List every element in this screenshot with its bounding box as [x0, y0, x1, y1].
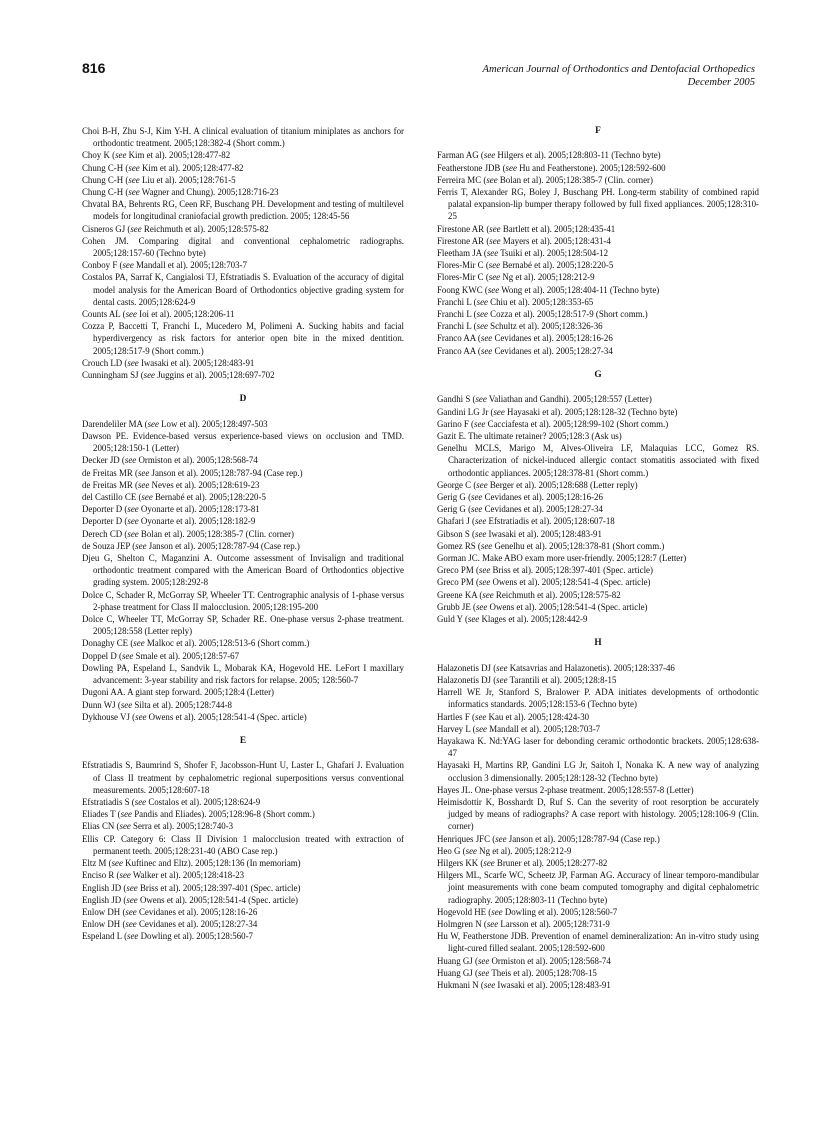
index-entry: Gandini LG Jr (see Hayasaki et al). 2005;128:128-32 (Techno byte) — [437, 406, 678, 417]
index-entry: Gandhi S (see Valiathan and Gandhi). 2005;128:557 (Letter) — [437, 394, 652, 405]
journal-title: American Journal of Orthodontics and Dentofacial Orthopedics — [482, 64, 755, 75]
index-entry: Greco PM (see Owens et al). 2005;128:541-4 (Spec. article) — [437, 577, 651, 588]
index-entry: Dykhouse VJ (see Owens et al). 2005;128:541-4 (Spec. article) — [82, 711, 307, 722]
index-entry: Franchi L (see Cozza et al). 2005;128:517-9 (Short comm.) — [437, 309, 648, 320]
index-entry: Hayasaki H, Martins RP, Gandini LG Jr, Saitoh I, Nonaka K. A new way of analyzing occlusion 3 dimensionally. 2005;128:128-32 (Techno byte) — [437, 760, 759, 783]
index-entry: George C (see Berger et al). 2005;128:688 (Letter reply) — [437, 479, 638, 490]
index-entry: Conboy F (see Mandall et al). 2005;128:703-7 — [82, 260, 247, 271]
spacer — [82, 723, 404, 735]
index-entry: Crouch LD (see Iwasaki et al). 2005;128:483-91 — [82, 357, 255, 368]
section-letter-heading: H — [594, 638, 602, 649]
index-entry: Cisneros GJ (see Reichmuth et al). 2005;128:575-82 — [82, 223, 269, 234]
index-entry: de Freitas MR (see Neves et al). 2005;128:619-23 — [82, 479, 260, 490]
spacer — [437, 625, 759, 637]
section-letter-heading: G — [594, 370, 602, 381]
index-entry: Harvey L (see Mandall et al). 2005;128:703-7 — [437, 723, 601, 734]
index-entry: Henriques JFC (see Janson et al). 2005;128:787-94 (Case rep.) — [437, 833, 660, 844]
index-entry: Genelhu MCLS, Marigo M, Alves-Oliveira LF, Malaquias LCC, Gomez RS. Characterization of nickel-induced allergic contact stomatitis associated with fixed orthodontic appliances. 2005;128:378-81 (Short comm.) — [437, 443, 759, 478]
index-entry: Eliades T (see Pandis and Eliades). 2005;128:96-8 (Short comm.) — [82, 809, 315, 820]
index-entry: Hartles F (see Kau et al). 2005;128:424-30 — [437, 711, 590, 722]
index-column-right — [437, 125, 759, 991]
index-entry: Fleetham JA (see Tsuiki et al). 2005;128:504-12 — [437, 248, 609, 258]
index-entry: Holmgren N (see Larsson et al). 2005;128:731-9 — [437, 919, 610, 930]
index-entry: Harrell WE Jr, Stanford S, Bralower P. ADA initiates developments of orthodontic informatics standards. 2005;128:153-6 (Techno byte) — [437, 687, 759, 710]
index-entry: Efstratiadis S, Baumrind S, Shofer F, Jacobsson-Hunt U, Laster L, Ghafari J. Evaluation of Class II treatment by cephalometric regional superpositions versus conventional measurements. 2005;128:607-18 — [82, 760, 404, 795]
spacer — [82, 406, 404, 418]
index-entry: Dowling PA, Espeland L, Sandvik L, Mobarak KA, Hogevold HE. LeFort I maxillary advancement: 3-year stability and risk factors for relapse. 2005; 128:560-7 — [82, 662, 404, 686]
index-entry: Deporter D (see Oyonarte et al). 2005;128:173-81 — [82, 504, 260, 515]
index-entry: Garino F (see Cacciafesta et al). 2005;128:99-102 (Short comm.) — [437, 418, 669, 429]
index-entry: Heimisdottir K, Bosshardt D, Ruf S. Can the severity of root resorption be accurately judged by means of radiographs? A case report with histology. 2005;128:106-9 (Clin. corner) — [437, 797, 759, 832]
index-entry: Costalos PA, Sarraf K, Cangialosi TJ, Efstratiadis S. Evaluation of the accuracy of digital model analysis for the American Board of Orthodontics objective grading system for dental casts. 2005;128:624-9 — [82, 272, 404, 307]
index-entry: Huang GJ (see Theis et al). 2005;128:708-15 — [437, 967, 597, 978]
index-entry: Djeu G, Shelton C, Maganzini A. Outcome assessment of Invisalign and traditional orthodontic treatment compared with the American Board of Orthodontics objective grading system. 2005;128:292-8 — [82, 553, 404, 588]
index-entry: Enciso R (see Walker et al). 2005;128:418-23 — [82, 870, 245, 881]
index-entry: Franco AA (see Cevidanes et al). 2005;128:27-34 — [437, 345, 613, 356]
spacer — [437, 137, 759, 149]
index-entry: Choy K (see Kim et al). 2005;128:477-82 — [82, 150, 231, 161]
index-entry: Chung C-H (see Kim et al). 2005;128:477-82 — [82, 162, 244, 173]
spacer — [82, 747, 404, 759]
index-entry: Franchi L (see Schultz et al). 2005;128:326-36 — [437, 321, 603, 332]
index-entry: Halazonetis DJ (see Katsavrias and Halazonetis). 2005;128:337-46 — [437, 662, 675, 673]
index-entry: Dunn WJ (see Silta et al). 2005;128:744-8 — [82, 699, 232, 710]
index-entry: Chvatal BA, Behrents RG, Ceen RF, Buschang PH. Development and testing of multilevel models for longitudinal craniofacial growth prediction. 2005; 128:45-56 — [82, 199, 404, 222]
index-entry: Espeland L (see Dowling et al). 2005;128:560-7 — [82, 931, 253, 942]
index-entry: Ellis CP. Category 6: Class II Division 1 malocclusion treated with extraction of permanent teeth. 2005;128:231-40 (ABO Case rep.) — [82, 833, 404, 856]
index-entry: Ferris T, Alexander RG, Boley J, Buschang PH. Long-term stability of combined rapid palatal expansion-lip bumper therapy followed by full fixed appliances. 2005;128:310-25 — [437, 186, 759, 222]
index-entry: Farman AG (see Hilgers et al). 2005;128:803-11 (Techno byte) — [437, 150, 661, 161]
index-entry: Deporter D (see Oyonarte et al). 2005;128:182-9 — [82, 516, 256, 527]
index-entry: Chung C-H (see Liu et al). 2005;128:761-5 — [82, 174, 236, 185]
index-entry: Dugoni AA. A giant step forward. 2005;128:4 (Letter) — [82, 687, 275, 698]
index-entry: Halazonetis DJ (see Tarantili et al). 2005;128:8-15 — [437, 675, 617, 686]
index-column-left — [82, 125, 404, 943]
index-entry: Elias CN (see Serra et al). 2005;128:740-3 — [82, 821, 234, 832]
index-entry: Gorman JC. Make ABO exam more user-friendly. 2005;128:7 (Letter) — [437, 553, 687, 564]
index-entry: Guld Y (see Klages et al). 2005;128:442-9 — [437, 614, 588, 625]
spacer — [437, 381, 759, 393]
index-entry: Hayakawa K. Nd:YAG laser for debonding ceramic orthodontic brackets. 2005;128:638-47 — [437, 736, 759, 759]
index-entry: del Castillo CE (see Bernabé et al). 2005;128:220-5 — [82, 492, 266, 503]
index-entry: Gomez RS (see Genelhu et al). 2005;128:378-81 (Short comm.) — [437, 540, 665, 551]
index-entry: Flores-Mir C (see Bernabé et al). 2005;128:220-5 — [437, 260, 614, 271]
index-entry: Franchi L (see Chiu et al). 2005;128:353-65 — [437, 296, 594, 307]
index-entry: Firestone AR (see Bartlett et al). 2005;128:435-41 — [437, 223, 616, 234]
index-entry: Darendeliler MA (see Low et al). 2005;128:497-503 — [82, 418, 268, 429]
index-entry: de Freitas MR (see Janson et al). 2005;128:787-94 (Case rep.) — [82, 467, 303, 478]
running-header — [483, 63, 755, 90]
index-entry: Eltz M (see Kuftinec and Eltz). 2005;128:136 (In memoriam) — [82, 858, 301, 869]
index-entry: Enlow DH (see Cevidanes et al). 2005;128:16-26 — [82, 906, 258, 917]
index-entry: Gibson S (see Iwasaki et al). 2005;128:483-91 — [437, 528, 602, 539]
index-entry: Cunningham SJ (see Juggins et al). 2005;128:697-702 — [82, 370, 275, 381]
index-entry: Enlow DH (see Cevidanes et al). 2005;128:27-34 — [82, 919, 258, 930]
index-entry: English JD (see Briss et al). 2005;128:397-401 (Spec. article) — [82, 882, 301, 893]
index-entry: Greco PM (see Briss et al). 2005;128:397-401 (Spec. article) — [437, 565, 653, 576]
index-entry: Firestone AR (see Mayers et al). 2005;128:431-4 — [437, 235, 611, 246]
index-entry: Ghafari J (see Efstratiadis et al). 2005;128:607-18 — [437, 516, 615, 527]
index-entry: Huang GJ (see Ormiston et al). 2005;128:568-74 — [437, 955, 611, 966]
index-entry: Flores-Mir C (see Ng et al). 2005;128:212-9 — [437, 272, 595, 283]
section-letter-heading: E — [239, 736, 247, 747]
index-entry: Donaghy CE (see Malkoc et al). 2005;128:513-6 (Short comm.) — [82, 638, 310, 649]
index-entry: Dawson PE. Evidence-based versus experience-based views on occlusion and TMD. 2005;128:150-1 (Letter) — [82, 431, 404, 454]
index-entry: Hayes JL. One-phase versus 2-phase treatment. 2005;128:557-8 (Letter) — [437, 784, 694, 795]
index-entry: Counts AL (see Ioi et al). 2005;128:206-11 — [82, 309, 235, 320]
spacer — [437, 650, 759, 662]
index-entry: Grubb JE (see Owens et al). 2005;128:541-4 (Spec. article) — [437, 601, 648, 612]
index-entry: Heo G (see Ng et al). 2005;128:212-9 — [437, 845, 572, 856]
index-entry: Ferreira MC (see Bolan et al). 2005;128:385-7 (Clin. corner) — [437, 174, 653, 185]
index-entry: Dolce C, Schader R, McGorray SP, Wheeler TT. Centrographic analysis of 1-phase versus 2-phase treatment for Class II malocclusion. 2005;128:195-200 — [82, 589, 404, 612]
index-entry: Featherstone JDB (see Hu and Featherstone). 2005;128:592-600 — [437, 162, 666, 173]
index-entry: Dolce C, Wheeler TT, McGorray SP, Schader RE. One-phase versus 2-phase treatment. 2005;128:558 (Letter reply) — [82, 614, 404, 637]
index-entry: Hu W, Featherstone JDB. Prevention of enamel demineralization: An in-vitro study using light-cured filled sealant. 2005;128:592-600 — [437, 931, 759, 954]
index-entry: Gerig G (see Cevidanes et al). 2005;128:27-34 — [437, 504, 603, 515]
issue-date: December 2005 — [687, 77, 755, 89]
index-entry: Decker JD (see Ormiston et al). 2005;128:568-74 — [82, 455, 258, 466]
index-entry: Doppel D (see Smale et al). 2005;128:57-67 — [82, 650, 240, 661]
section-letter-heading: F — [595, 126, 601, 136]
spacer — [82, 381, 404, 393]
index-entry: Foong KWC (see Wong et al). 2005;128:404-11 (Techno byte) — [437, 284, 660, 295]
index-entry: Hilgers ML, Scarfe WC, Scheetz JP, Farman AG. Accuracy of linear temporo-mandibular joint measurements with cone beam computed tomography and digital cephalometric radiography. 2005;128:803-11 (Techno byte) — [437, 870, 759, 905]
page-number: 816 — [82, 60, 106, 76]
index-entry: Gazit E. The ultimate retainer? 2005;128:3 (Ask us) — [437, 431, 622, 441]
index-entry: Efstratiadis S (see Costalos et al). 2005;128:624-9 — [82, 797, 261, 808]
section-letter-heading: D — [239, 394, 247, 405]
spacer — [437, 357, 759, 369]
index-entry: English JD (see Owens et al). 2005;128:541-4 (Spec. article) — [82, 894, 298, 905]
index-entry: Choi B-H, Zhu S-J, Kim Y-H. A clinical evaluation of titanium miniplates as anchors for orthodontic treatment. 2005;128:382-4 (Short comm.) — [82, 126, 404, 149]
index-entry: Franco AA (see Cevidanes et al). 2005;128:16-26 — [437, 333, 613, 344]
index-entry: Derech CD (see Bolan et al). 2005;128:385-7 (Clin. corner) — [82, 528, 294, 539]
index-entry: de Souza JEP (see Janson et al). 2005;128:787-94 (Case rep.) — [82, 540, 300, 551]
index-entry: Hogevold HE (see Dowling et al). 2005;128:560-7 — [437, 906, 618, 917]
index-entry: Hilgers KK (see Bruner et al). 2005;128:277-82 — [437, 858, 608, 869]
index-entry: Hukmani N (see Iwasaki et al). 2005;128:483-91 — [437, 980, 611, 991]
index-entry: Cozza P, Baccetti T, Franchi L, Mucedero M, Polimeni A. Sucking habits and facial hyperdivergency as risk factors for anterior open bite in the mixed dentition. 2005;128:517-9 (Short comm.) — [82, 321, 404, 356]
index-entry: Chung C-H (see Wagner and Chung). 2005;128:716-23 — [82, 187, 279, 198]
index-entry: Cohen JM. Comparing digital and conventional cephalometric radiographs. 2005;128:157-60 (Techno byte) — [82, 235, 404, 259]
index-entry: Greene KA (see Reichmuth et al). 2005;128:575-82 — [437, 589, 621, 600]
index-entry: Gerig G (see Cevidanes et al). 2005;128:16-26 — [437, 492, 603, 503]
